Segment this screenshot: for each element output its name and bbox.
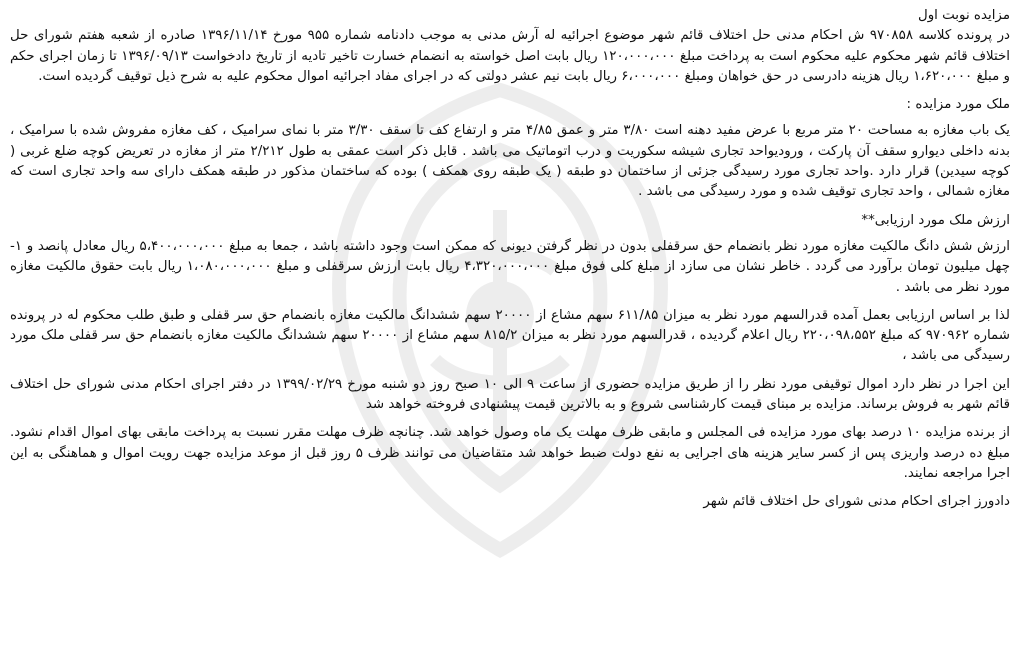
valuation-heading: ارزش ملک مورد ارزیابی**: [861, 212, 1010, 228]
property-heading: ملک مورد مزایده :: [906, 97, 1010, 113]
property-description-paragraph: یک باب مغازه به مساحت ۲۰ متر مربع با عرض مفید دهنه است ۳/۸۰ متر و عمق ۴/۸۵ متر و ارتفاع کف تا سقف ۳/۳۰ متر با نمای سرامیک ، کف مغازه مفروش شده با سرامیک ، بدنه داخلی دیوارو سقف آن پارکت ، ورودیواحد تجاری شیشه سکوریت و درب اتوماتیک می باشد . قابل ذکر است عمقی به طول ۲/۲۱۲ متر از مغازه در تعریض کوچه ضلع غربی ( کوچه سیدین) قرار دارد .واحد تجاری مورد رسیدگی جزئی از ساختمان دو طبقه ( یک طبقه روی همکف ) بوده که ساختمان مذکور در طبقه همکف دارای سه واحد تجاری است که مغازه شمالی ، واحد تجاری توقیف شده و مورد رسیدگی می باشد .: [10, 123, 1010, 200]
notice-intro-paragraph: در پرونده کلاسه ۹۷۰۸۵۸ ش احکام مدنی حل اختلاف قائم شهر موضوع اجرائیه له آرش مدنی به موجب دادنامه شماره ۹۵۵ مورخ ۱۳۹۶/۱۱/۱۴ صادره از شعبه هفتم شورای حل اختلاف قائم شهر محکوم علیه محکوم است به پرداخت مبلغ ۱۲۰،۰۰۰،۰۰۰ ریال بابت اصل خواسته به انضمام خسارت تاخیر تادیه از تاریخ دادخواست ۱۳۹۶/۰۹/۱۳ تا زمان اجرای حکم و مبلغ ۱،۶۲۰،۰۰۰ ریال هزینه دادرسی در حق خواهان ومبلغ ۶،۰۰۰،۰۰۰ ریال بابت نیم عشر دولتی که در اجرای مفاد اجرائیه اموال محکوم علیه به شرح ذیل توقیف گردیده است.: [10, 28, 1011, 84]
valuation-paragraph: ارزش شش دانگ مالکیت مغازه مورد نظر بانضمام حق سرقفلی بدون در نظر گرفتن دیونی که ممکن است وجود داشته باشد ، جمعا به مبلغ ۵،۴۰۰،۰۰۰،۰۰۰ ریال معادل پانصد و ۱- چهل میلیون تومان برآورد می گردد . خاطر نشان می سازد از مبلغ کلی فوق مبلغ ۴،۳۲۰،۰۰۰،۰۰۰ ریال بابت ارزش سرقفلی و مبلغ ۱،۰۸۰،۰۰۰،۰۰۰ ریال بابت حقوق مالکیت مغازه مورد نظر می باشد .: [10, 238, 1010, 295]
notice-title: مزایده نوبت اول: [917, 8, 1010, 23]
auction-notice: [10, 6, 1010, 513]
auction-schedule-paragraph: این اجرا در نظر دارد اموال توقیفی مورد نظر را از طریق مزایده حضوری از ساعت ۹ الی ۱۰ صبح روز دو شنبه مورخ ۱۳۹۹/۰۲/۲۹ در دفتر اجرای احکام مدنی شورای حل اختلاف قائم شهر به فروش برساند. مزایده بر مبنای قیمت کارشناسی شروع و به بالاترین قیمت پیشنهادی فروخته خواهد شد: [10, 376, 1010, 413]
payment-terms-paragraph: از برنده مزایده ۱۰ درصد بهای مورد مزایده فی المجلس و مابقی ظرف مهلت یک ماه وصول خواهد شد. چنانچه ظرف مهلت مقرر نسبت به پرداخت مابقی بهای اموال اقدام نشود. مبلغ ده درصد واریزی پس از کسر سایر هزینه های اجرایی به نفع دولت ضبط خواهد شد متقاضیان می توانند ظرف ۵ روز قبل از موعد مزایده جهت رویت اموال و هماهنگی به این اجرا مراجعه نمایند.: [10, 425, 1010, 481]
shares-paragraph: لذا بر اساس ارزیابی بعمل آمده قدرالسهم مورد نظر به میزان ۶۱۱/۸۵ سهم مشاع از ۲۰۰۰۰ سهم ششدانگ مالکیت مغازه بانضمام حق سر قفلی و طبق طلب محکوم له در پرونده شماره ۹۷۰۹۶۲ که مبلغ ۲۲۰،۰۹۸،۵۵۲ ریال اعلام گردیده ، قدرالسهم مورد نظر به میزان ۸۱۵/۲ سهم مشاع از ۲۰۰۰۰ سهم ششدانگ مالکیت مغازه بانضمام حق سر قفلی ملک مورد رسیدگی می باشد ،: [10, 307, 1010, 364]
signature-line: دادورز اجرای احکام مدنی شورای حل اختلاف قائم شهر: [703, 494, 1010, 510]
